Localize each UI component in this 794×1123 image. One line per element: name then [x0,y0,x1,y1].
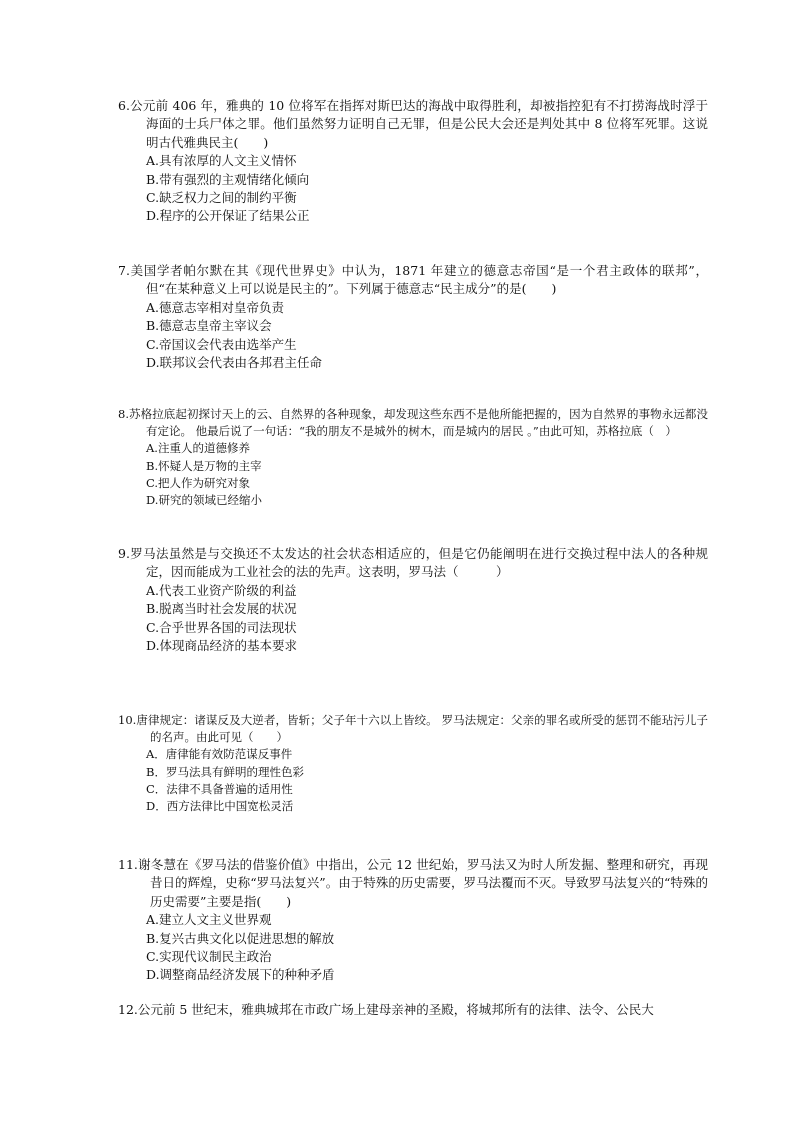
option-b: B．罗马法具有鲜明的理性色彩 [146,764,304,779]
question-9 [118,545,708,655]
option-c: C.缺乏权力之间的制约平衡 [146,190,297,206]
option-c: C.帝国议会代表由选举产生 [146,336,297,352]
option-a: A.注重人的道德修养 [146,441,250,456]
question-stem: 8.苏格拉底起初探讨天上的云、自然界的各种现象，却发现这些东西不是他所能把握的，因为自然界的事物永远都没有定论。 他最后说了一句话：“我的朋友不是城外的树木，而是城内的居民 。”由此可知，苏格拉底（ ） [118,407,708,439]
option-list [118,299,708,373]
question-7 [118,262,708,372]
option-b: B.脱离当时社会发展的状况 [146,601,297,617]
option-d: D.程序的公开保证了结果公正 [146,208,310,224]
question-stem: 9.罗马法虽然是与交换还不太发达的社会状态相适应的，但是它仍能阐明在进行交换过程中法人的各种规定，因而能成为工业社会的法的先声。这表明，罗马法（ ） [118,546,708,580]
question-stem: 6.公元前 406 年，雅典的 10 位将军在指挥对斯巴达的海战中取得胜利，却被指控犯有不打捞海战时浮于海面的士兵尸体之罪。他们虽然努力证明自己无罪，但是公民大会还是判处其中 8 位将军死罪。这说明古代雅典民主( ) [118,98,708,150]
option-d: D.调整商品经济发展下的种种矛盾 [146,967,335,983]
option-d: D.研究的领域已经缩小 [146,493,262,508]
option-a: A．唐律能有效防范谋反事件 [146,747,293,762]
option-b: B.德意志皇帝主宰议会 [146,318,272,334]
option-c: C．法律不具备普遍的适用性 [146,781,293,796]
option-list [118,440,708,509]
option-a: A.德意志宰相对皇帝负责 [146,299,285,315]
option-a: A.具有浓厚的人文主义情怀 [146,153,297,169]
option-b: B.带有强烈的主观情绪化倾向 [146,171,310,187]
option-list [118,746,708,815]
option-b: B.怀疑人是万物的主宰 [146,458,262,473]
question-stem: 11.谢冬慧在《罗马法的借鉴价值》中指出，公元 12 世纪始，罗马法又为时人所发掘、整理和研究，再现昔日的辉煌，史称“罗马法复兴”。由于特殊的历史需要，罗马法覆而不灭。导致罗马法复兴的“特殊的历史需要”主要是指( ) [118,857,708,909]
question-11 [118,856,708,985]
option-a: A.建立人文主义世界观 [146,912,272,928]
option-d: D.体现商品经济的基本要求 [146,638,298,654]
question-stem: 10.唐律规定：诸谋反及大逆者，皆斩；父子年十六以上皆绞。 罗马法规定：父亲的罪名或所受的惩罚不能玷污儿子的名声。由此可见（ ） [118,713,708,745]
question-8 [118,406,708,509]
option-c: C.合乎世界各国的司法现状 [146,619,297,635]
option-b: B.复兴古典文化以促进思想的解放 [146,930,335,946]
question-12 [118,1001,708,1019]
question-10 [118,712,708,815]
option-list [118,152,708,226]
option-list [118,582,708,656]
option-d: D．西方法律比中国宽松灵活 [146,799,294,814]
option-c: C.把人作为研究对象 [146,475,251,490]
question-stem: 12.公元前 5 世纪末，雅典城邦在市政广场上建母亲神的圣殿，将城邦所有的法律、法令、公民大 [118,1002,654,1017]
option-d: D.联邦议会代表由各邦君主任命 [146,355,323,371]
question-6 [118,97,708,226]
option-list [118,911,708,985]
option-a: A.代表工业资产阶级的利益 [146,582,297,598]
question-stem: 7.美国学者帕尔默在其《现代世界史》中认为，1871 年建立的德意志帝国“是一个君主政体的联邦”，但“在某种意义上可以说是民主的”。下列属于德意志“民主成分”的是( ) [118,263,708,297]
option-c: C.实现代议制民主政治 [146,949,272,965]
